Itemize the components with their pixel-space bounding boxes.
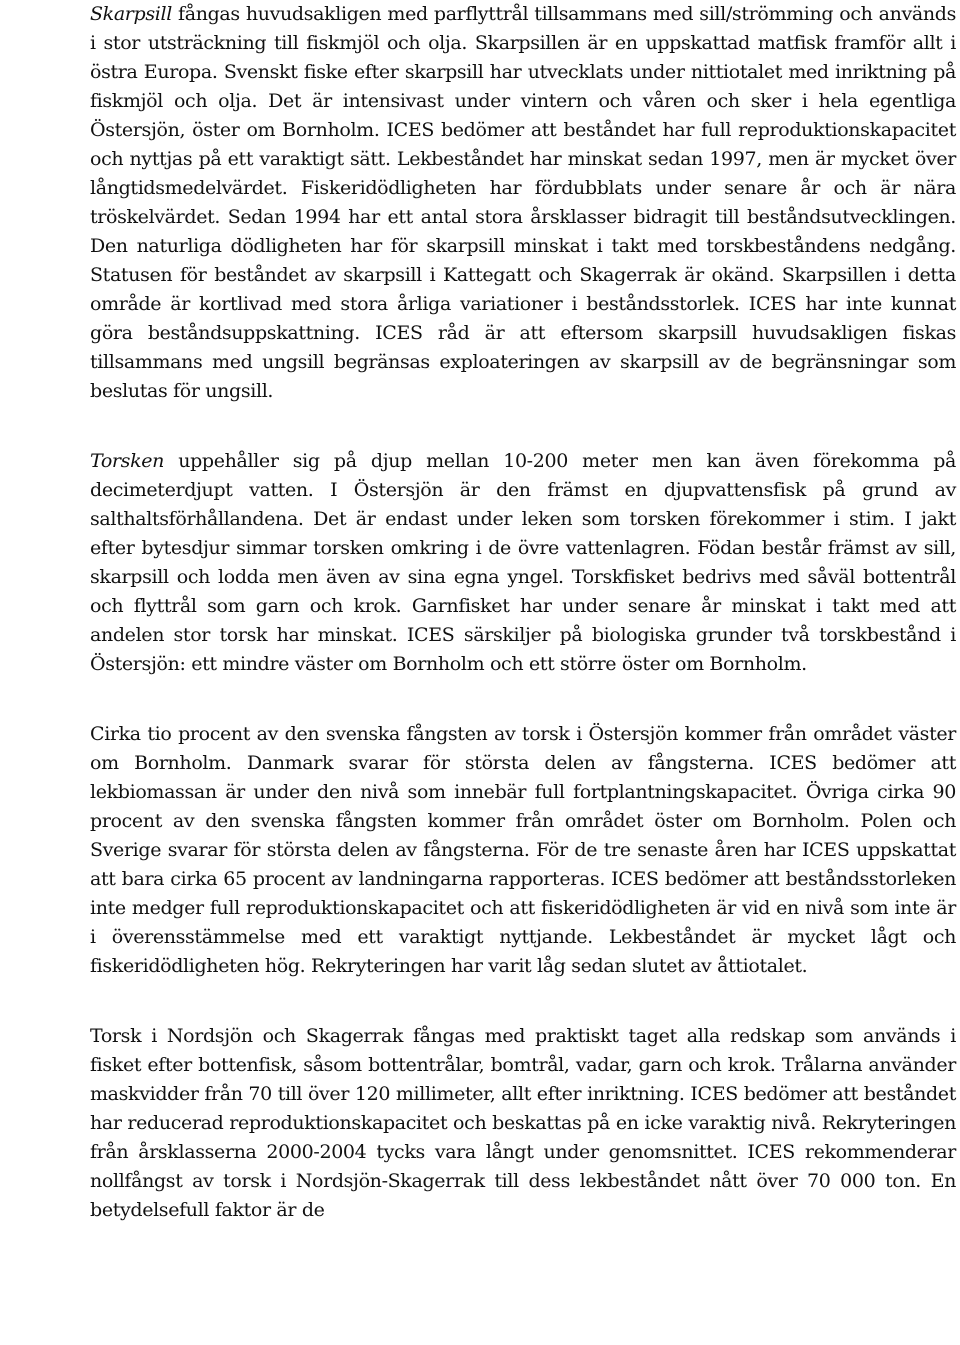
document-page: [90, 0, 956, 1225]
paragraph-text-skarpsill: fångas huvudsakligen med parflyttrål tillsammans med sill/strömming och används i stor utsträckning till fiskmjöl och olja. Skarpsillen är en uppskattad matfisk framför allt i östra Europa. Svenskt fiske efter skarpsill har utvecklats under nittiotalet med inriktning på fiskmjöl och olja. Det är intensivast under vintern och våren och sker i hela egentliga Östersjön, öster om Bornholm. ICES bedömer att beståndet har full reproduktionskapacitet och nyttjas på ett varaktigt sätt. Lekbeståndet har minskat sedan 1997, men är mycket över långtidsmedelvärdet. Fiskeridödligheten har fördubblats under senare år och är nära tröskelvärdet. Sedan 1994 har ett antal stora årsklasser bidragit till beståndsutvecklingen. Den naturliga dödligheten har för skarpsill minskat i takt med torskbeståndens nedgång. Statusen för beståndet av skarpsill i Kattegatt och Skagerrak är okänd. Skarpsillen i detta område är kortlivad med stora årliga variationer i beståndsstorlek. ICES har inte kunnat göra beståndsuppskattning. ICES råd är att eftersom skarpsill huvudsakligen fiskas tillsammans med ungsill begränsas exploateringen av skarpsill av de begränsningar som beslutas för ungsill.: [90, 3, 956, 402]
paragraph-torsk-ostersjon: [90, 720, 956, 981]
paragraph-text-torsk-ostersjon: Cirka tio procent av den svenska fångsten av torsk i Östersjön kommer från området väster om Bornholm. Danmark svarar för största delen av fångsterna. ICES bedömer att lekbiomassan är under den nivå som innebär full fortplantningskapacitet. Övriga cirka 90 procent av den svenska fångsten kommer från området öster om Bornholm. Polen och Sverige svarar för största delen av fångsterna. För de tre senaste åren har ICES uppskattat att bara cirka 65 procent av landningarna rapporteras. ICES bedömer att beståndsstorleken inte medger full reproduktionskapacitet och att fiskeridödligheten är vid en nivå som inte är i överensstämmelse med ett varaktigt nyttjande. Lekbeståndet är mycket lågt och fiskeridödligheten hög. Rekryteringen har varit låg sedan slutet av åttiotalet.: [90, 723, 956, 977]
paragraph-lead-skarpsill: Skarpsill: [90, 3, 172, 25]
paragraph-lead-torsken: Torsken: [90, 450, 165, 472]
paragraph-torsken: [90, 447, 956, 679]
paragraph-gap: [90, 406, 956, 447]
paragraph-skarpsill: [90, 0, 956, 406]
paragraph-gap: [90, 679, 956, 720]
paragraph-text-torsken: uppehåller sig på djup mellan 10-200 meter men kan även förekomma på decimeterdjupt vatten. I Östersjön är den främst en djupvattensfisk på grund av salthaltsförhållandena. Det är endast under leken som torsken förekommer i stim. I jakt efter bytesdjur simmar torsken omkring i de övre vattenlagren. Födan består främst av sill, skarpsill och lodda men även av sina egna yngel. Torskfisket bedrivs med såväl bottentrål och flyttrål som garn och krok. Garnfisket har under senare år minskat i takt med att andelen stor torsk har minskat. ICES särskiljer på biologiska grunder två torskbestånd i Östersjön: ett mindre väster om Bornholm och ett större öster om Bornholm.: [90, 450, 956, 675]
paragraph-gap: [90, 981, 956, 1022]
paragraph-text-torsk-nordsjon: Torsk i Nordsjön och Skagerrak fångas med praktiskt taget alla redskap som används i fisket efter bottenfisk, såsom bottentrålar, bomtrål, vadar, garn och krok. Trålarna använder maskvidder från 70 till över 120 millimeter, allt efter inriktning. ICES bedömer att beståndet har reducerad reproduktionskapacitet och beskattas på en icke varaktig nivå. Rekryteringen från årsklasserna 2000-2004 tycks vara långt under genomsnittet. ICES rekommenderar nollfångst av torsk i Nordsjön-Skagerrak till dess lekbeståndet nått över 70 000 ton. En betydelsefull faktor är de: [90, 1025, 956, 1221]
paragraph-torsk-nordsjon: [90, 1022, 956, 1225]
